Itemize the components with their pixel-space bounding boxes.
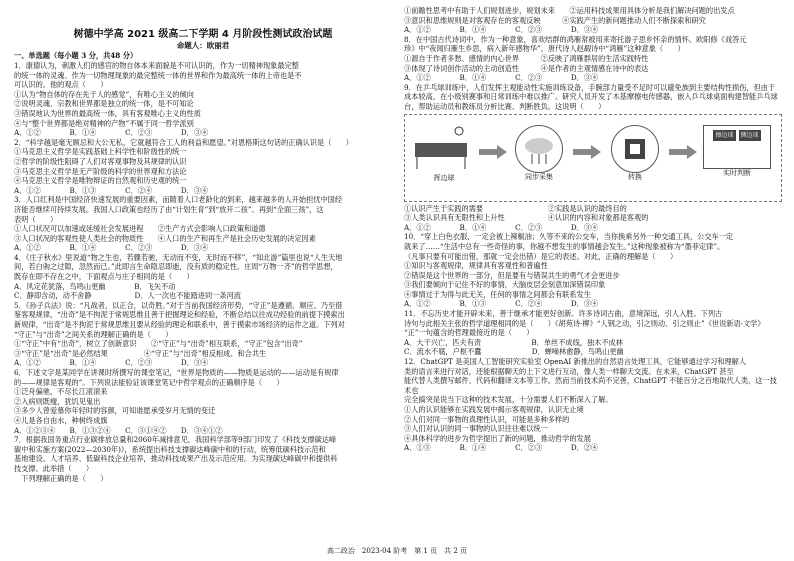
text-line: “守正”与“出奇”之间关系的理解正确的是（ ） [14, 329, 173, 339]
text-line: 济能否继续可持续发展。我国人口政策也经历了由“计划生育”到“放开二孩”、再到“全面三孩”，这 [14, 204, 324, 214]
text-line: ③人口状况的客观性使人类社会的物质性 ④人口的生产和再生产是社会历史发展的决定因素 [14, 233, 316, 243]
text-line: 表明（ ） [14, 214, 58, 224]
result-side-ball: 侧边球 [739, 130, 761, 142]
figure-label-1: 挥边球 [433, 174, 455, 183]
section-heading: 一、单选题（每小题 3 分，共48 分） [14, 51, 138, 60]
text-line: 6．下述文字是某同学在讲课时所撰写的课堂笔记，“世界是物质的——物质是运动的——运动是有规律 [14, 368, 339, 377]
text-line: A．风定花犹落，鸟鸣山更幽 B．飞矢不动 [14, 281, 176, 291]
text-line: 7．根据我国务重点行业碳排放总量和2060年减排意见，我国科学部等9部门印发了《科技支撑碳达峰 [14, 435, 337, 445]
text-line: 新规律，“出奇”是不拘泥于常规思维且要从经验的理论和联系中，善于摸索市场经济的运作之道。下列对 [14, 320, 345, 330]
text-line: A．①② B．①③ C．②④ D．③④ [404, 299, 599, 309]
text-line: ③马克思主义哲学是无产阶级的科学的世界观和方法论 [14, 166, 187, 176]
monitor-icon [703, 125, 771, 169]
text-line: ②说明灵魂、宗教和世界都是独立的统一体，是不可知论 [14, 99, 194, 109]
author-line: 命题人：欧丽君 [176, 41, 230, 50]
text-line: C．流水不腐，户枢不蠹 D．蝉噪林愈静，鸟鸣山更幽 [404, 347, 624, 357]
text-line: 3．人口红利是中国经济快速发展的重要因素，而随着人口老龄化的到来，越来越多的人开始担忧中国经 [14, 195, 343, 205]
text-line: 碳中和实施方案(2022—2030年)》，系统提出科技支撑碳达峰碳中和的行动，统筹低碳科技示范和 [14, 444, 326, 454]
figure-node-sync [507, 125, 571, 183]
text-line: A．①③ B．①④ C．②③ D．②④ [404, 443, 599, 453]
text-line: A．①② B．①④ C．②③ D．③④ [14, 243, 209, 253]
text-line: A．①② B．①③ C．②④ D．③④ [14, 185, 209, 195]
text-line: C．静即含动，动不舍静 D．人一次也不能踏进同一条河流 [14, 291, 241, 301]
right-question-text-top [404, 6, 782, 112]
text-line: ①认识产生于实践的需要 ②实践是认识的最终目的 [404, 203, 627, 213]
figure-label-3: 转换 [628, 172, 642, 181]
text-line: 4．《庄子秋水》里说道“物之生也，若骤若驰，无动而不变，无时而不移”，“知北游”篇里也说“人生天地 [14, 252, 343, 262]
text-line: ③体现了诗词创作活动的主动创造性 ④是作者的主观情感在诗中的表达 [404, 63, 649, 73]
text-line: 10．“穿上白色衣服，一定会被上辣椒油；久等不来的公交车，当你换乘另外一种交通工具，公交车一定 [404, 232, 734, 242]
text-line: ②哲学的阶级性阻碍了人们对客观事物及其规律的认识 [14, 156, 187, 166]
text-line: ④具体科学的进步为哲学提出了新的问题，推动哲学的发展 [404, 433, 591, 443]
text-line: 完全搞突是说当下这种的技术发展，十分需要人们不断深入了解。 [404, 395, 613, 405]
text-line: 类的语言来进行对话，还能根据聊天的上下文进行互动，像人类一样聊天交流。在未来，ChatGPT 甚至 [404, 366, 734, 376]
right-question-text-bottom [404, 204, 782, 453]
figure-node-edge-ball [409, 123, 479, 184]
text-line: 9．在乒乓球训练中，人们发挥主观能动性实施训练设备，手腕部力量受不足时可以避免族到主要结构性损伤，但由于成本较高，在小级别赛事和日常训练中难以推广。研究人员开发了木基摩擦电传感器，嵌入乒乓球桌面构建智能乒乓球台，帮助运动员和教练员分析比赛、判断胜负。这说明（ ） [404, 82, 778, 111]
text-line: ④事情过于为得与此无关，任何的事情之间都会有联系发生 [404, 289, 591, 299]
text-line: 1．康德认为，刺激人们的感官的物自体本来面貌是不可认识的，作为一切精神现象最完整 [14, 61, 299, 70]
text-line: ③人们对认识的同一事物的认识往往难以统一 [404, 424, 548, 434]
text-line: ④儿是各自由水，种树终成旗 [14, 415, 108, 425]
text-line: 2．“科学越是毫无顾忌和大公无私，它就越符合工人的利益和愿望。”对恩格斯这句话的正确认识是（ ） [14, 137, 353, 147]
arrow-icon [479, 145, 507, 159]
text-line: 基地建设、人才培养、低碳科技企业培养，推动科技成果产出及示范应用。为实现碳达峰碳中和提供科 [14, 454, 338, 464]
right-column [404, 6, 782, 453]
text-line: 的——规律是客观的”。下列说法能验证该课堂笔记中哲学观点的正确顺序是（ ） [14, 377, 284, 387]
text-line: 鉴客观规律，“出奇”是不拘泥于常规思维且善于把握理论和经验，不断总结以往成功经验的前提下摸索出 [14, 310, 345, 320]
figure-label-4: 实时判断 [723, 168, 751, 177]
text-line: 可认识的。他的观点（ ） [14, 80, 108, 90]
text-line: ①前瞻性思考中有助于人们规划进步，规划未来 ②运用科技成果用具体分析是我们解决问题的出发点 [404, 6, 735, 15]
figure-node-convert [603, 125, 667, 183]
text-line: A．大干兴亡，匹夫有责 B．单丝不成线，独木不成林 [404, 337, 623, 347]
text-line: ③多少人曾爱慕你年轻时的容颜，可知谁愿承受岁月无情的变迁 [14, 406, 216, 416]
text-line: ②错误是这个世界的一部分，但是要有与错误共生的勇气才会更进步 [404, 270, 620, 280]
text-line: A．①② B．①④ C．②③ D．③④ [14, 128, 209, 138]
text-line: ①人口状况可以加速或延缓社会发展进程 ②生产方式会影响人口政策和道德 [14, 224, 266, 234]
text-line: ①马克思主义哲学是实践基础上科学性和阶级性的统一 [14, 147, 187, 157]
text-line: ③错误地认为世界的最高统一体，具有客观唯心主义的性质 [14, 108, 201, 118]
text-line: ①“守正”中有“出奇”，树立了创新意识 ②“守正”与“出奇”相互联系，“守正”包含“出奇” [14, 339, 303, 349]
text-line: ③人类认识具有无限性和上升性 ④认识的内容和对象都是客观的 [404, 213, 649, 223]
text-line: 能代替人类撰写邮件、代码和翻译文本等工作。然而当前技术尚不完善，ChatGPT 不能百分之百地取代人类，这一技术也 [404, 376, 777, 395]
text-line: ④马克思主义哲学是唯物辩证的自然观和历史观的统一 [14, 176, 187, 186]
table-tennis-table-icon [411, 123, 477, 171]
text-line: ②人们对同一事物的真理性认识，可能是多种多样的 [404, 414, 570, 424]
text-line: 的统一体的灵魂、作为一切物理现象的最完整统一体的世界和作为最高统一体的上帝也是不 [14, 70, 302, 80]
left-question-text [14, 61, 392, 483]
text-line: ①知识与客观规律，规律具有客观性和普遍性 [404, 261, 548, 271]
result-edge-ball: 擦边球 [713, 130, 735, 142]
text-line: ③我们要倾向于记住不好的事情，大脑皮层会刻意加深错误印象 [404, 280, 606, 290]
cloud-icon [515, 125, 563, 173]
page-footer: 高二政治 2023-04 阶考 第 1 页 共 2 页 [326, 547, 468, 555]
text-line: ①人的认识能够在实践发展中揭示客观规律，认识无止境 [404, 405, 584, 414]
text-line: A．①② B．①④ C．②③ D．③④ [404, 73, 599, 83]
arrow-icon [669, 145, 697, 159]
text-line: A．①② B．①④ C．②③ D．③④ [404, 222, 599, 232]
left-column [14, 6, 392, 483]
text-line: 12．ChatGPT 是美国人工智能研究实验室 OpenAI 新推出的自然语言处理工具，它能够通过学习和理解人 [404, 357, 747, 367]
text-line: ④与“整个世界都是绝对精神的产物”不属于同一哲学派别 [14, 118, 194, 128]
figure-node-judge [699, 125, 775, 179]
text-line: 8．在中国古代诗词中，作为一种意象，喜欢结群的鸿雁常被用来寄托游子思乡怀亲的情怀。欧阳修《戏答元 [404, 34, 747, 44]
text-line: “正”一句蕴含的哲理最接近的是（ ） [404, 328, 534, 338]
text-line: 就来了……“生活中总有一些奇怪的事，你越不想发生的事情越会发生。”这种现象被称为“墨菲定律”。 [404, 241, 725, 251]
text-line: 诗句与此相关主张的哲学道理相同的是（ ）《胡苑诗·柳》“人钢之动，引之则动、引之则止”《世说新语·文学》 [404, 318, 765, 328]
arrow-icon [573, 145, 601, 159]
text-line: ②入病则既瘦，犹饥见鬼出 [14, 396, 101, 406]
text-line: ①源自于作者多愁、感情的内心世界 ②反映了鸿雁群居的生活实践特性 [404, 53, 649, 63]
text-line: ③“守正”是“出奇”是必然结果 ④“守正”与“出奇”相反相成、和合共生 [14, 348, 267, 358]
text-line: ③意识和思维规则是对客观存在的客观反映 ④实践产生的新问题推动人们不断探索和研究 [404, 15, 706, 25]
text-line: 11．不忘历史才能开辟未来，善于继承才能更好创新。许多诗词古曲，意境深远，引人入胜。下列古 [404, 309, 723, 319]
text-line: 5．《孙子兵法》说：“凡战者，以正合，以奇胜。”对于当前我国经济形势，“守正”是遵循、顺应、乃至借 [14, 300, 343, 310]
text-line: A．①②③④ B．①③②④ C．③①④② D．③④①② [14, 425, 223, 435]
text-line: ①认为“物自体的存在先于人的感觉”，有唯心主义的倾向 [14, 89, 194, 99]
text-line: ①泛舟偏驰，不尽长江滚滚来 [14, 387, 108, 397]
text-line: A．①② B．①④ C．②③ D．③④ [404, 25, 599, 35]
page-title: 树德中学高 2021 级高二下学期 4 月阶段性测试政治试题 [73, 29, 333, 40]
text-line: A．①② B．①④ C．②③ D．③④ [14, 358, 209, 368]
text-line: 技支撑。此举措（ ） [14, 463, 94, 473]
text-line: （凡事只要有可能出错，那就一定会出错）是它的表述。对此，正确的理解是（ ） [404, 251, 678, 261]
text-line: 既存在即不存在之中，下面观点与庄子相同的是（ ） [14, 272, 194, 282]
text-line: 珍》中“夜闻归雁生乡思，病入新年感物华”，唐代诗人赵嘏诗中“鸿雁”这种意象（ ） [404, 44, 685, 54]
ping-pong-process-figure [404, 114, 782, 202]
text-line: 间，若白驹之过隙，忽然而已。”此即言生命隐忍即逝，没有质的稳定性。庄周“万物一齐”的哲学思想， [14, 262, 338, 272]
figure-label-2: 同步采集 [525, 172, 553, 181]
text-line: 下列理解正确的是（ ） [14, 473, 108, 483]
chip-icon [611, 125, 659, 173]
